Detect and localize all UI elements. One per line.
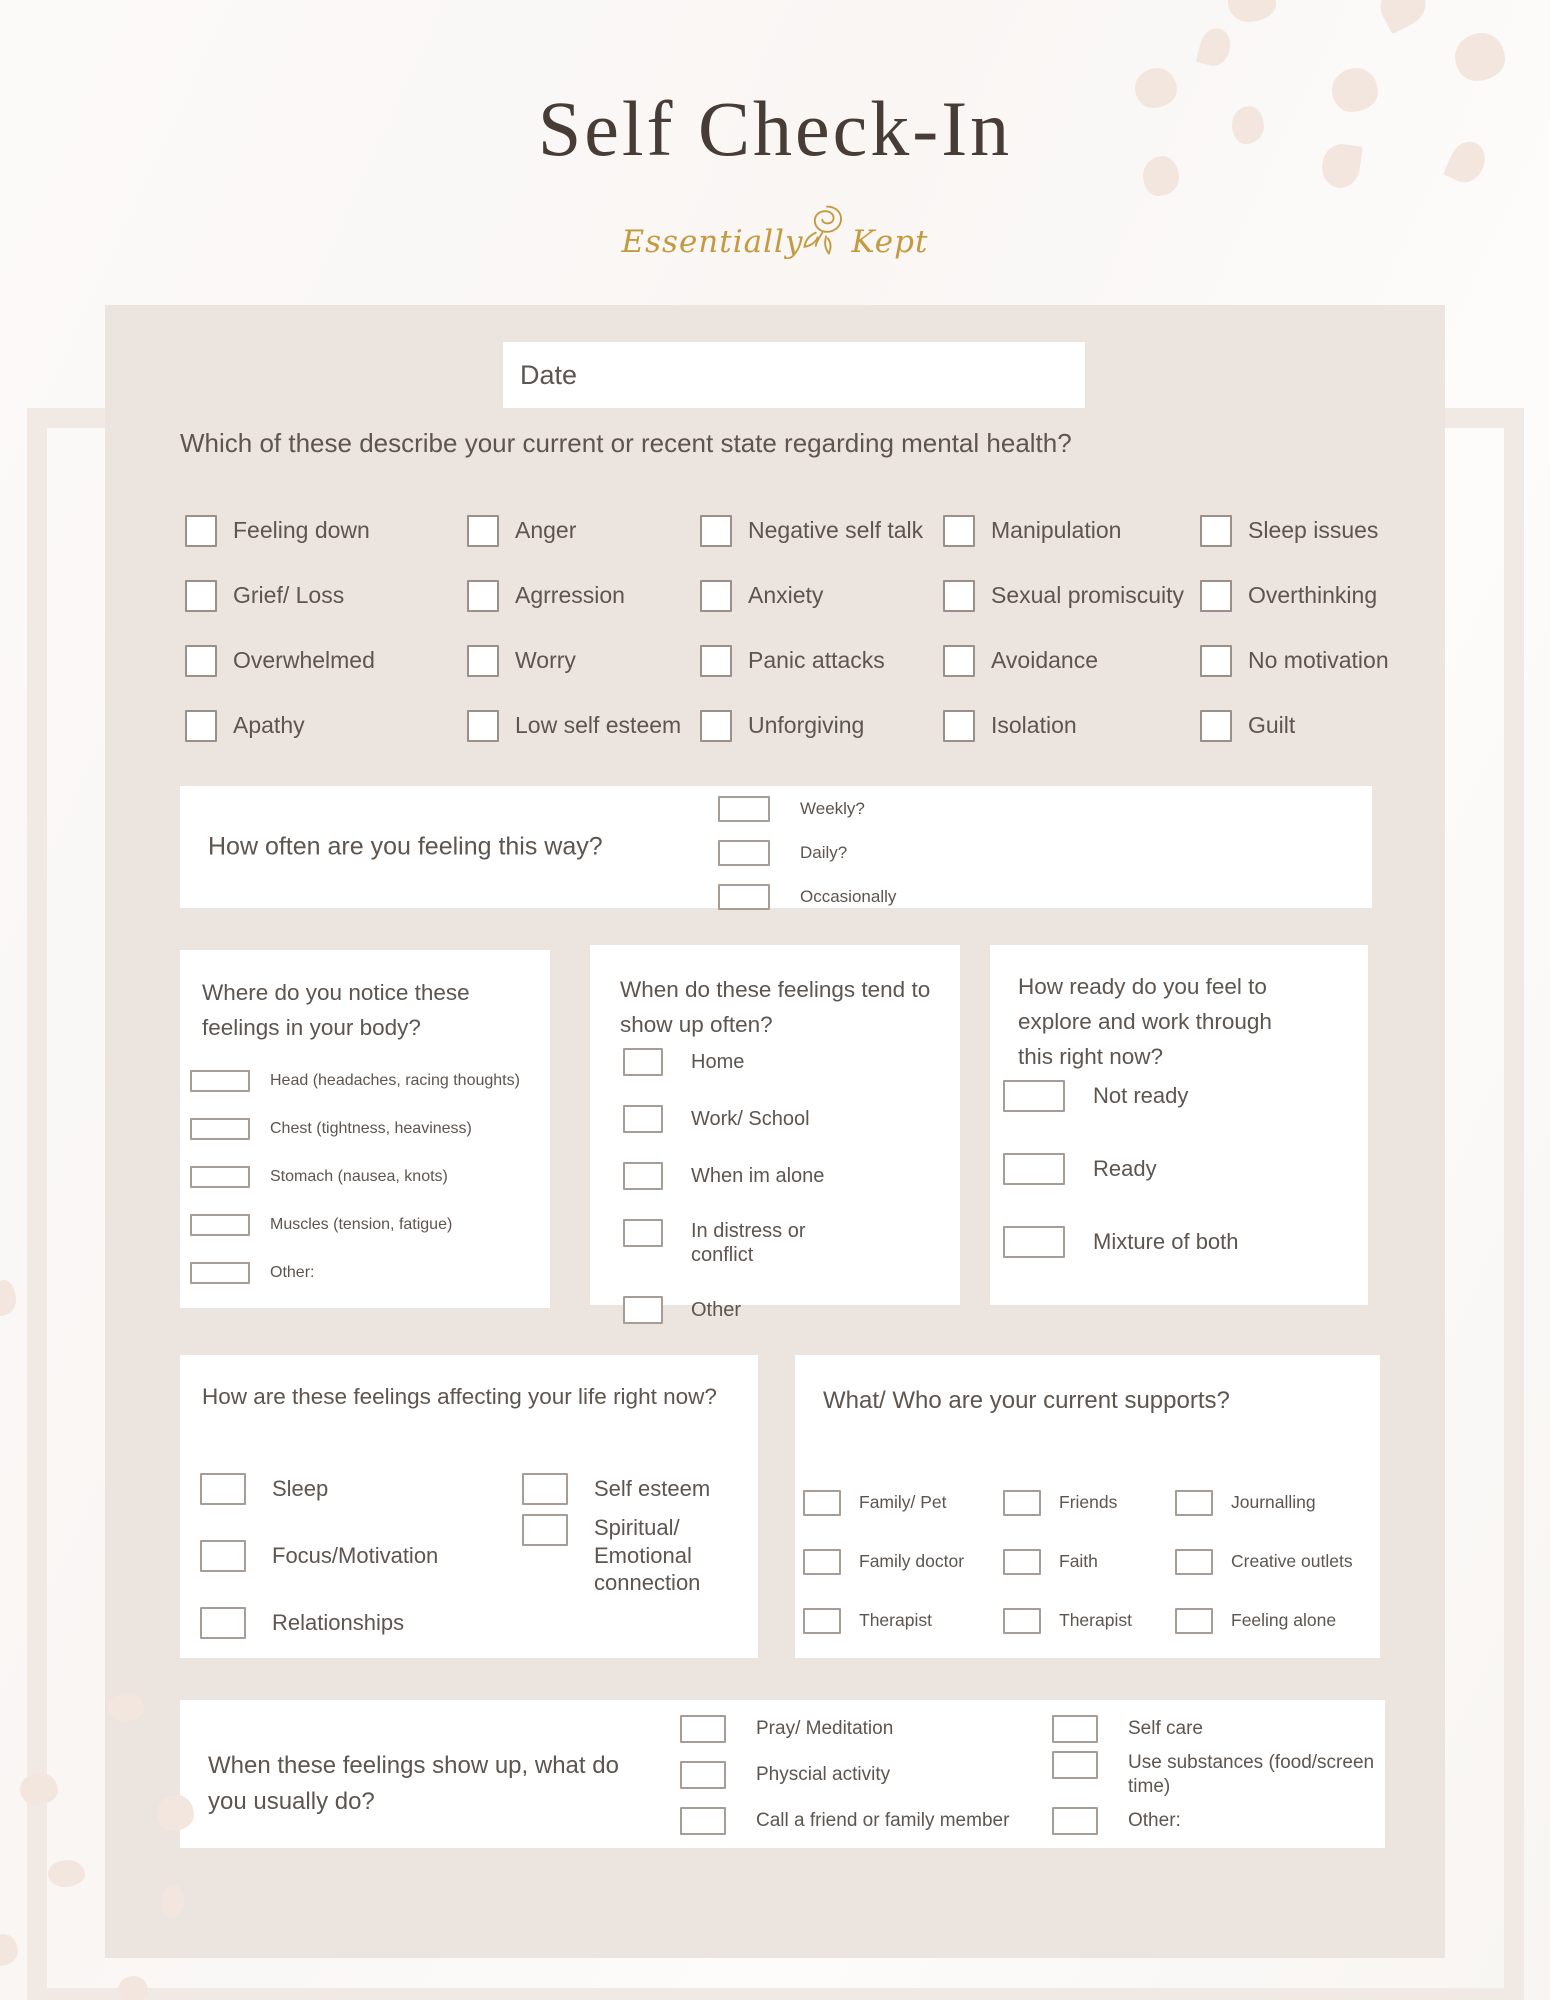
option-label: Anger [515, 517, 577, 543]
dot-decoration [48, 1860, 85, 1887]
card-body-location [180, 950, 550, 1308]
option-label: Avoidance [991, 647, 1098, 673]
frequency-option [718, 796, 896, 822]
symptom-option [467, 710, 700, 742]
option-label: Spiritual/ Emotional connection [594, 1515, 701, 1596]
checkbox[interactable] [1175, 1549, 1213, 1575]
option-label: Sleep [272, 1475, 329, 1501]
supports-option [1175, 1608, 1353, 1634]
symptom-option [943, 645, 1200, 677]
option-label: Home [691, 1051, 745, 1073]
checkbox[interactable] [943, 710, 975, 742]
checkbox[interactable] [467, 580, 499, 612]
checkbox[interactable] [803, 1490, 841, 1516]
checkbox[interactable] [943, 645, 975, 677]
symptom-option [185, 515, 467, 547]
affecting-option [200, 1607, 522, 1639]
usual-response-option [1052, 1715, 1380, 1743]
checkbox[interactable] [943, 580, 975, 612]
symptom-option [943, 710, 1200, 742]
checkbox[interactable] [943, 515, 975, 547]
affecting-options [200, 1455, 726, 1656]
option-label: Journalling [1231, 1492, 1316, 1512]
checkbox[interactable] [1200, 580, 1232, 612]
option-label: Head (headaches, racing thoughts) [270, 1072, 520, 1089]
checkbox[interactable] [185, 710, 217, 742]
affecting-question: How are these feelings affecting your life right now? [202, 1384, 717, 1409]
body-location-question: Where do you notice these feelings in your body? [202, 980, 470, 1040]
option-label: Work/ School [691, 1108, 810, 1130]
option-label: Daily? [800, 843, 848, 862]
option-label: Pray/ Meditation [756, 1718, 894, 1740]
when-show-up-option [623, 1219, 861, 1267]
page-title: Self Check-In [537, 85, 1013, 172]
symptom-option [1200, 515, 1430, 547]
usual-response-option [680, 1715, 1052, 1743]
when-show-up-option [623, 1105, 861, 1133]
option-label: Low self esteem [515, 712, 682, 738]
when-show-up-options [623, 1048, 861, 1324]
readiness-options [1003, 1080, 1239, 1258]
checkbox[interactable] [190, 1262, 250, 1284]
option-label: Muscles (tension, fatigue) [270, 1216, 453, 1233]
option-label: Focus/Motivation [272, 1542, 439, 1568]
checkbox[interactable] [803, 1608, 841, 1634]
option-label: Faith [1059, 1551, 1098, 1571]
readiness-option [1003, 1080, 1239, 1112]
dot-decoration [118, 1976, 148, 2000]
option-label: Use substances (food/screen time) [1128, 1752, 1375, 1797]
frequency-option [718, 840, 896, 866]
body-location-options [190, 1070, 520, 1284]
option-label: Relationships [272, 1609, 405, 1635]
checkbox[interactable] [1003, 1490, 1041, 1516]
checkbox[interactable] [1200, 515, 1232, 547]
checkbox[interactable] [1052, 1807, 1098, 1835]
symptom-option [467, 515, 700, 547]
checkbox[interactable] [1003, 1549, 1041, 1575]
checkbox[interactable] [680, 1761, 726, 1789]
symptom-option [185, 580, 467, 612]
usual-response-question: When these feelings show up, what do you usually do? [208, 1752, 619, 1815]
checkbox[interactable] [185, 515, 217, 547]
symptom-option [700, 580, 943, 612]
card-readiness [990, 945, 1368, 1305]
checkbox[interactable] [718, 796, 770, 822]
supports-question: What/ Who are your current supports? [823, 1387, 1230, 1414]
option-label: Agrression [515, 582, 625, 608]
affecting-option [522, 1473, 726, 1505]
supports-option [1175, 1490, 1353, 1516]
when-show-up-option [623, 1162, 861, 1190]
symptom-option [467, 580, 700, 612]
body-location-option [190, 1262, 520, 1284]
checkbox[interactable] [467, 645, 499, 677]
checkbox[interactable] [1175, 1490, 1213, 1516]
checkbox[interactable] [700, 710, 732, 742]
option-label: Worry [515, 647, 576, 673]
option-label: Physcial activity [756, 1764, 891, 1786]
dot-decoration [20, 1773, 58, 1805]
frequency-option [718, 884, 896, 910]
frequency-options [718, 796, 896, 910]
checkbox[interactable] [700, 645, 732, 677]
symptoms-grid [185, 498, 1430, 760]
checkbox[interactable] [803, 1549, 841, 1575]
option-label: Chest (tightness, heaviness) [270, 1120, 472, 1137]
option-label: Anxiety [748, 582, 824, 608]
checkbox[interactable] [1200, 710, 1232, 742]
brand-word-left: Essentially [621, 224, 804, 260]
brand-logo [0, 224, 1550, 260]
body-location-option [190, 1070, 520, 1092]
option-label: Negative self talk [748, 517, 924, 543]
supports-option [803, 1490, 1003, 1516]
checkbox[interactable] [623, 1162, 663, 1190]
option-label: Call a friend or family member [756, 1810, 1010, 1832]
option-label: Family doctor [859, 1551, 965, 1571]
card-supports [795, 1355, 1380, 1658]
checkbox[interactable] [1052, 1751, 1098, 1779]
usual-response-option [1052, 1751, 1380, 1799]
dot-decoration [108, 1693, 144, 1721]
checkbox[interactable] [1200, 645, 1232, 677]
rose-icon [797, 199, 857, 259]
checkbox[interactable] [185, 580, 217, 612]
option-label: Unforgiving [748, 712, 865, 738]
checkbox[interactable] [200, 1607, 246, 1639]
checkbox[interactable] [185, 645, 217, 677]
checkbox[interactable] [718, 884, 770, 910]
dot-decoration [1196, 25, 1234, 69]
option-label: Guilt [1248, 712, 1296, 738]
option-label: Self care [1128, 1718, 1203, 1740]
supports-option [1003, 1608, 1175, 1634]
option-label: Occasionally [800, 887, 897, 906]
date-label: Date [520, 359, 578, 390]
option-label: Overthinking [1248, 582, 1378, 608]
option-label: No motivation [1248, 647, 1389, 673]
option-label: Other: [270, 1264, 315, 1281]
checkbox[interactable] [623, 1048, 663, 1076]
dot-decoration [0, 1934, 18, 1966]
card-frequency [180, 786, 1372, 908]
option-label: Stomach (nausea, knots) [270, 1168, 448, 1185]
dot-decoration [1228, 0, 1276, 22]
brand-word-right: Kept [851, 224, 929, 260]
option-label: Mixture of both [1093, 1229, 1239, 1254]
option-label: Therapist [1059, 1610, 1132, 1630]
supports-option [803, 1549, 1003, 1575]
when-show-up-option [623, 1296, 861, 1324]
supports-option [1003, 1549, 1175, 1575]
dot-decoration [0, 1280, 16, 1316]
supports-option [1175, 1549, 1353, 1575]
checkbox[interactable] [680, 1807, 726, 1835]
symptom-option [700, 515, 943, 547]
checkbox[interactable] [190, 1166, 250, 1188]
readiness-option [1003, 1153, 1239, 1185]
checkbox[interactable] [623, 1105, 663, 1133]
frequency-question: How often are you feeling this way? [208, 832, 603, 861]
option-label: Apathy [233, 712, 305, 738]
body-location-option [190, 1166, 520, 1188]
dot-decoration [1455, 33, 1505, 81]
usual-response-option [680, 1807, 1052, 1835]
card-usual-response [180, 1700, 1385, 1848]
option-label: In distress or conflict [691, 1220, 806, 1266]
option-label: Other [691, 1299, 742, 1321]
checkbox[interactable] [200, 1473, 246, 1505]
option-label: Sleep issues [1248, 517, 1379, 543]
checkbox[interactable] [1175, 1608, 1213, 1634]
symptom-option [700, 645, 943, 677]
symptom-option [185, 645, 467, 677]
checkbox[interactable] [700, 580, 732, 612]
date-input[interactable] [503, 342, 1085, 408]
symptom-option [467, 645, 700, 677]
checkbox[interactable] [1003, 1080, 1065, 1112]
option-label: Creative outlets [1231, 1551, 1353, 1571]
checkbox[interactable] [700, 515, 732, 547]
symptom-option [700, 710, 943, 742]
dot-decoration [1373, 0, 1433, 34]
checkbox[interactable] [1052, 1715, 1098, 1743]
option-label: Not ready [1093, 1083, 1189, 1108]
option-label: Feeling down [233, 517, 370, 543]
checkbox[interactable] [522, 1473, 568, 1505]
option-label: Self esteem [594, 1475, 711, 1501]
affecting-option [522, 1514, 726, 1597]
option-label: When im alone [691, 1165, 825, 1187]
option-label: Therapist [859, 1610, 932, 1630]
symptom-option [943, 580, 1200, 612]
checkbox[interactable] [190, 1070, 250, 1092]
usual-response-options [680, 1706, 1380, 1844]
checkbox[interactable] [467, 710, 499, 742]
when-show-up-option [623, 1048, 861, 1076]
option-label: Overwhelmed [233, 647, 375, 673]
checkbox[interactable] [1003, 1608, 1041, 1634]
checkbox[interactable] [1003, 1226, 1065, 1258]
option-label: Feeling alone [1231, 1610, 1337, 1630]
checkbox[interactable] [623, 1219, 663, 1247]
usual-response-option [680, 1761, 1052, 1789]
option-label: Other: [1128, 1810, 1181, 1832]
checkbox[interactable] [190, 1118, 250, 1140]
option-label: Isolation [991, 712, 1077, 738]
checkbox[interactable] [467, 515, 499, 547]
symptom-option [1200, 645, 1430, 677]
card-affecting [180, 1355, 758, 1658]
affecting-option [200, 1473, 522, 1505]
usual-response-option [1052, 1807, 1380, 1835]
option-label: Weekly? [800, 799, 865, 818]
symptom-option [943, 515, 1200, 547]
supports-option [803, 1608, 1003, 1634]
readiness-option [1003, 1226, 1239, 1258]
supports-option [1003, 1490, 1175, 1516]
option-label: Friends [1059, 1492, 1118, 1512]
card-when-show-up [590, 945, 960, 1321]
checkbox[interactable] [1003, 1153, 1065, 1185]
option-label: Manipulation [991, 517, 1122, 543]
option-label: Ready [1093, 1156, 1157, 1181]
body-location-option [190, 1214, 520, 1236]
symptoms-question: Which of these describe your current or recent state regarding mental health? [180, 428, 1072, 458]
body-location-option [190, 1118, 520, 1140]
dot-decoration [162, 1885, 184, 1917]
symptom-option [1200, 710, 1430, 742]
symptom-option [185, 710, 467, 742]
option-label: Sexual promiscuity [991, 582, 1185, 608]
option-label: Grief/ Loss [233, 582, 345, 608]
checkbox[interactable] [718, 840, 770, 866]
checkbox[interactable] [190, 1214, 250, 1236]
symptom-option [1200, 580, 1430, 612]
checkbox[interactable] [522, 1514, 568, 1546]
option-label: Family/ Pet [859, 1492, 947, 1512]
checkbox[interactable] [623, 1296, 663, 1324]
when-show-up-question: When do these feelings tend to show up often? [620, 977, 931, 1037]
option-label: Panic attacks [748, 647, 885, 673]
supports-options [803, 1473, 1353, 1650]
readiness-question: How ready do you feel to explore and work through this right now? [1018, 974, 1272, 1069]
dot-decoration [157, 1795, 194, 1831]
checkbox[interactable] [680, 1715, 726, 1743]
affecting-option [200, 1540, 522, 1572]
checkbox[interactable] [200, 1540, 246, 1572]
